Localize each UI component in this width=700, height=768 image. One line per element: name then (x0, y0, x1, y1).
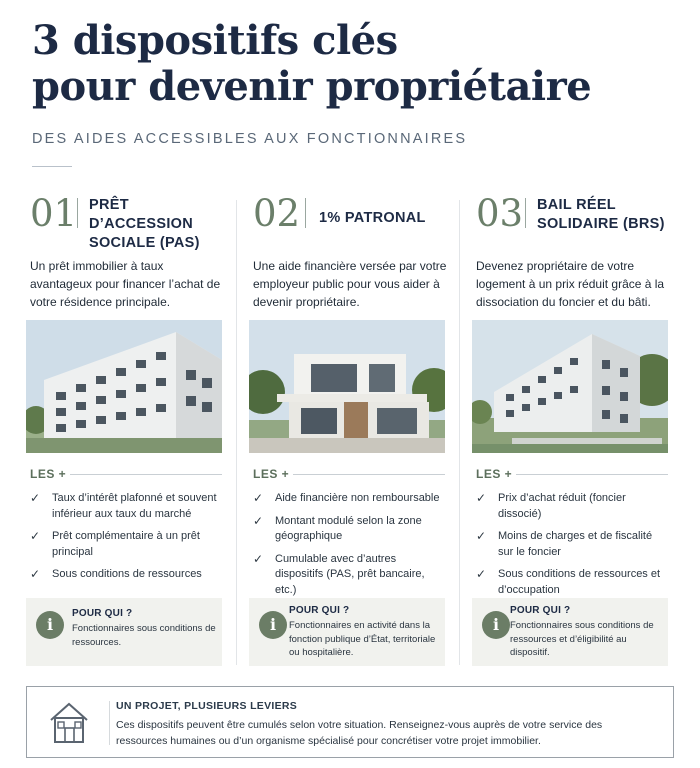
column-description: Une aide financière versée par votre employeur public pour vous aider à devenir propriétaire. (253, 259, 447, 309)
plus-divider (293, 474, 445, 475)
who-text: Fonctionnaires sous conditions de ressources et d’éligibilité au dispositif. (510, 620, 654, 658)
title-line-2: pour devenir propriétaire (32, 63, 592, 110)
list-item: ✓ Sous conditions de ressources (30, 567, 202, 581)
who-title: POUR QUI ? (289, 605, 350, 616)
summary-text: Ces dispositifs peuvent être cumulés selon votre situation. Renseignez-vous auprès de votre service des ressources humaines ou d’un organisme spécialisé pour concrétiser votre projet immobilier. (116, 719, 603, 747)
summary-title: UN PROJET, PLUSIEURS LEVIERS (116, 700, 298, 712)
plus-heading: LES + (476, 467, 513, 481)
check-icon: ✓ (253, 491, 264, 505)
list-item: ✓ Moins de charges et de fiscalité sur le foncier (476, 529, 653, 558)
who-text: Fonctionnaires en activité dans la fonction publique d’État, territoriale ou hospitalière. (289, 620, 436, 658)
who-title: POUR QUI ? (510, 605, 571, 616)
who-box (249, 598, 445, 666)
list-item: ✓ Aide financière non remboursable (253, 491, 440, 505)
column-title: PRÊT D’ACCESSION SOCIALE (PAS) (89, 197, 200, 251)
plus-heading: LES + (30, 467, 67, 481)
advantages-list (30, 491, 220, 590)
column-title: 1% PATRONAL (319, 210, 426, 226)
advantages-list (253, 491, 443, 605)
column-description: Devenez propriétaire de votre logement à un prix réduit grâce à la dissociation du foncier et du bâti. (476, 259, 665, 309)
house-icon (49, 700, 89, 749)
column-divider (236, 200, 237, 665)
plus-divider (70, 474, 222, 475)
check-icon: ✓ (253, 551, 264, 566)
list-item: ✓ Cumulable avec d’autres dispositifs (PAS, prêt bancaire, etc.) (253, 551, 425, 596)
title-line-1: 3 dispositifs clés (32, 17, 398, 64)
number-divider (525, 198, 526, 228)
who-box (472, 598, 668, 666)
column-description: Un prêt immobilier à taux avantageux pour financer l’achat de votre résidence principale. (30, 259, 221, 309)
number-divider (77, 198, 78, 228)
column-patronal (249, 0, 447, 768)
check-icon: ✓ (476, 567, 487, 581)
plus-heading: LES + (253, 467, 290, 481)
info-icon: i (482, 611, 510, 639)
summary-box (26, 686, 674, 758)
column-title: BAIL RÉEL SOLIDAIRE (BRS) (537, 197, 665, 232)
who-box (26, 598, 222, 666)
building-photo (26, 320, 222, 453)
check-icon: ✓ (476, 529, 487, 543)
summary-divider (109, 701, 110, 745)
who-title: POUR QUI ? (72, 608, 133, 619)
column-divider (459, 200, 460, 665)
list-item: ✓ Montant modulé selon la zone géographique (253, 513, 422, 542)
list-item: ✓ Taux d’intérêt plafonné et souvent inférieur aux taux du marché (30, 491, 217, 520)
check-icon: ✓ (253, 513, 264, 528)
column-pas (26, 0, 224, 768)
residence-photo (472, 320, 668, 453)
house-photo (249, 320, 445, 453)
column-brs (472, 0, 670, 768)
list-item: ✓ Prêt complémentaire à un prêt principal (30, 529, 200, 558)
column-number: 01 (30, 192, 78, 235)
list-item: ✓ Sous conditions de ressources et d’occupation (476, 567, 661, 596)
column-number: 03 (476, 192, 524, 235)
check-icon: ✓ (30, 567, 41, 581)
check-icon: ✓ (476, 491, 487, 505)
info-icon: i (259, 611, 287, 639)
column-number: 02 (253, 192, 301, 235)
check-icon: ✓ (30, 529, 41, 543)
page-subtitle: DES AIDES ACCESSIBLES AUX FONCTIONNAIRES (32, 131, 468, 147)
list-item: ✓ Prix d’achat réduit (foncier dissocié) (476, 491, 626, 520)
check-icon: ✓ (30, 491, 41, 505)
info-icon: i (36, 611, 64, 639)
who-text: Fonctionnaires sous conditions de ressources. (72, 623, 216, 648)
plus-divider (516, 474, 668, 475)
advantages-list (476, 491, 666, 605)
number-divider (305, 198, 306, 228)
